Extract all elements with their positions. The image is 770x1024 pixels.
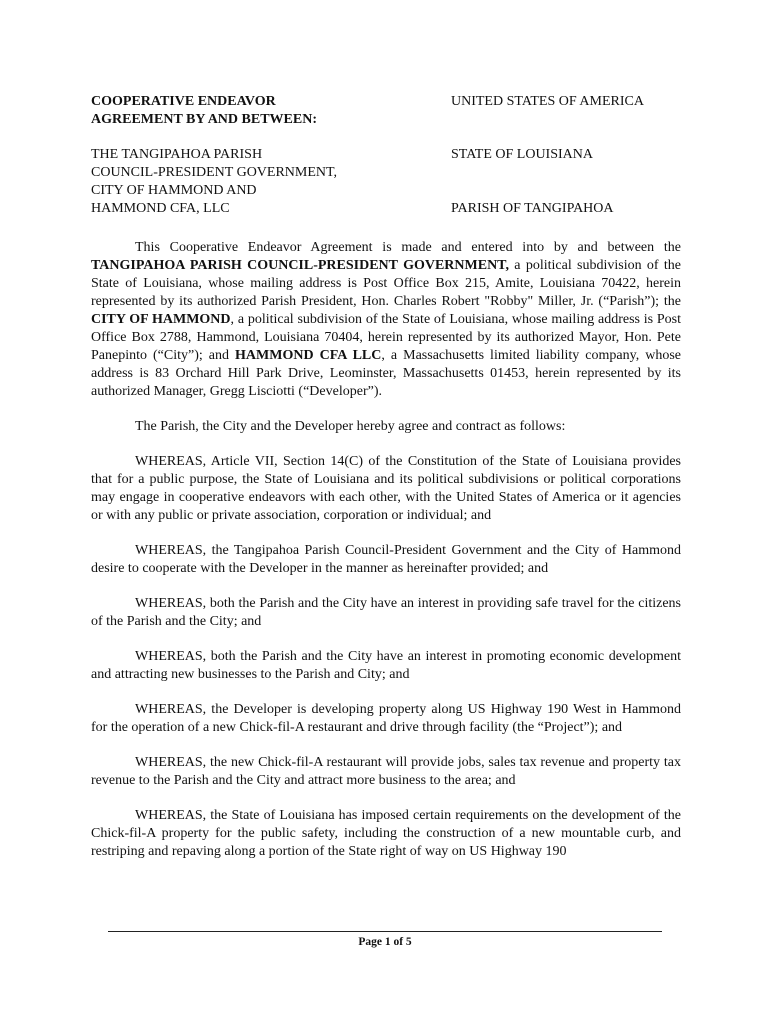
party-line: CITY OF HAMMOND AND	[91, 183, 257, 198]
agreement-paragraph: The Parish, the City and the Developer hereby agree and contract as follows:	[135, 419, 566, 434]
whereas-paragraph: WHEREAS, the Developer is developing property along US Highway 190 West in Hammond for the operation of a new Chick-fil-A restaurant and drive through facility (the “Project”); and	[91, 702, 681, 735]
whereas-paragraph: WHEREAS, both the Parish and the City have an interest in promoting economic development and attracting new businesses to the Parish and City; and	[91, 649, 681, 682]
title-line: AGREEMENT BY AND BETWEEN:	[91, 112, 317, 127]
whereas-paragraph: WHEREAS, both the Parish and the City have an interest in providing safe travel for the citizens of the Parish and the City; and	[91, 596, 681, 629]
intro-text: , a Massachusetts limited liability company, whose address is 83 Orchard Hill Park Drive, Leominster, Massachusetts 01453, herein represented by its authorized Manager, Gregg Lisciotti (“Developer”).	[91, 348, 682, 399]
party-line: THE TANGIPAHOA PARISH	[91, 147, 263, 162]
jurisdiction-country: UNITED STATES OF AMERICA	[451, 94, 644, 109]
page-number: Page 1 of 5	[358, 936, 412, 948]
whereas-paragraph: WHEREAS, the new Chick-fil-A restaurant will provide jobs, sales tax revenue and property tax revenue to the Parish and the City and attract more business to the area; and	[91, 755, 681, 788]
party-city-name: CITY OF HAMMOND	[91, 312, 231, 327]
party-parish-name: TANGIPAHOA PARISH COUNCIL-PRESIDENT GOVERNMENT,	[91, 258, 509, 273]
whereas-paragraph: WHEREAS, the State of Louisiana has imposed certain requirements on the development of the Chick-fil-A property for the public safety, including the construction of a new mountable curb, and restriping and repaving along a portion of the State right of way on US Highway 190	[91, 808, 681, 859]
intro-text: , a political subdivision of the State of Louisiana, whose mailing address is Post Office Box 2788, Hammond, Louisiana 70404, herein represented by its authorized Mayor, Hon. Pete Panepinto (“City”); and	[91, 312, 682, 363]
party-developer-name: HAMMOND CFA LLC	[235, 348, 382, 363]
party-names	[91, 146, 391, 218]
whereas-paragraph: WHEREAS, Article VII, Section 14(C) of the Constitution of the State of Louisiana provides that for a public purpose, the State of Louisiana and its political subdivisions or political corporations may engage in cooperative endeavors with each other, with the United States of America or it agencies or with any public or private association, corporation or individual; and	[91, 454, 681, 523]
party-line: HAMMOND CFA, LLC	[91, 201, 230, 216]
intro-paragraph	[91, 239, 681, 401]
agreement-title	[91, 93, 391, 129]
agreement-body	[91, 239, 681, 861]
jurisdiction-state: STATE OF LOUISIANA	[451, 147, 593, 162]
footer-divider	[108, 931, 662, 932]
caption-right	[451, 93, 681, 218]
intro-text: This Cooperative Endeavor Agreement is made and entered into by and between the	[135, 240, 681, 255]
caption-header	[91, 93, 681, 218]
title-line: COOPERATIVE ENDEAVOR	[91, 94, 276, 109]
party-line: COUNCIL-PRESIDENT GOVERNMENT,	[91, 165, 338, 180]
intro-text: a political subdivision of the State of Louisiana, whose mailing address is Post Office Box 215, Amite, Louisiana 70422, herein represented by its authorized Parish President, Hon. Charles Robert "Robby" Miller, Jr. (“Parish”); the	[91, 258, 681, 309]
jurisdiction-parish: PARISH OF TANGIPAHOA	[451, 201, 614, 216]
caption-left	[91, 93, 391, 218]
whereas-paragraph: WHEREAS, the Tangipahoa Parish Council-President Government and the City of Hammond desire to cooperate with the Developer in the manner as hereinafter provided; and	[91, 543, 681, 576]
